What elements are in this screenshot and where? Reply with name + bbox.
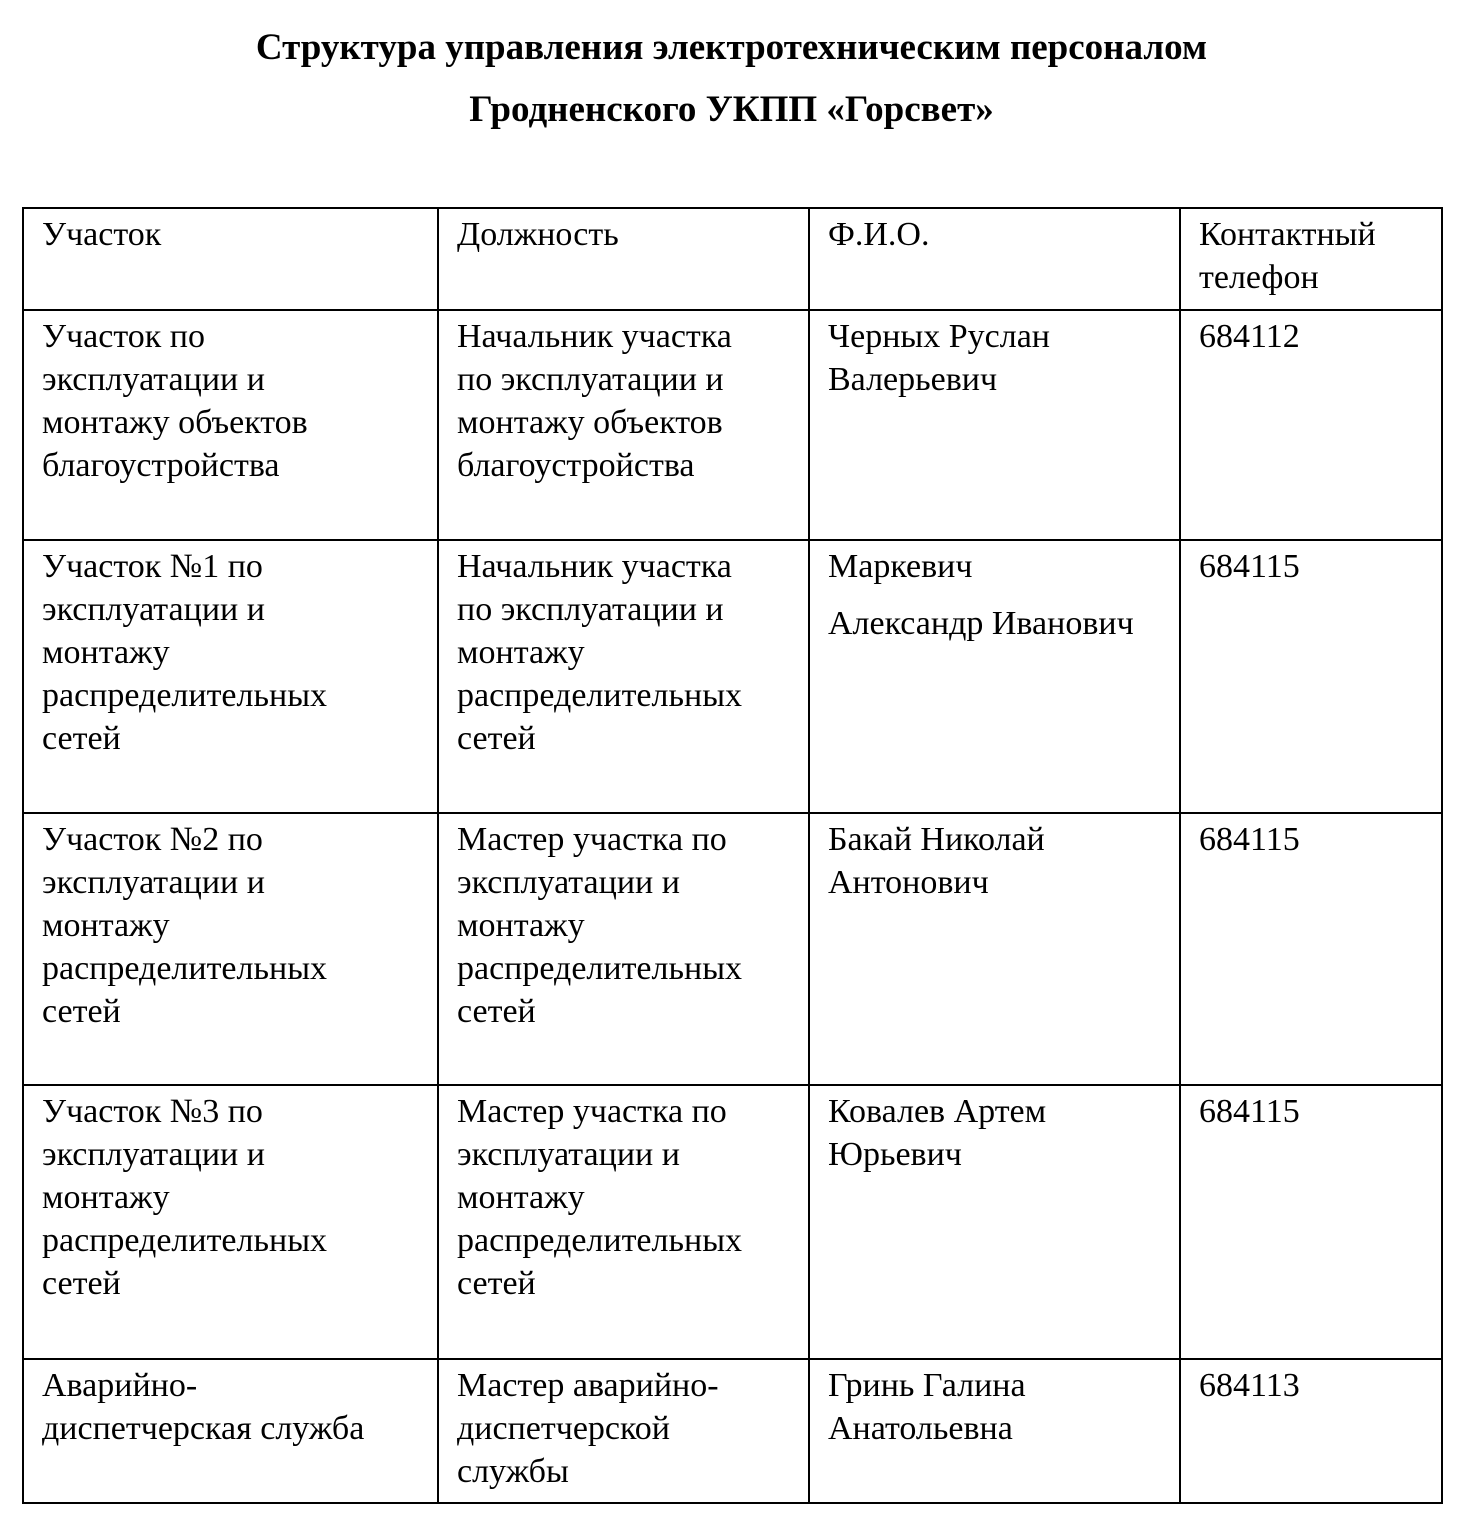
table-row xyxy=(23,1359,1442,1503)
cell-section: Участок №2 по эксплуатации и монтажу распределительных сетей xyxy=(23,813,438,1085)
cell-name: Маркевич Александр Иванович xyxy=(809,540,1180,813)
cell-name: Бакай Николай Антонович xyxy=(809,813,1180,1085)
staff-table xyxy=(22,207,1443,1504)
title-line-2: Гродненского УКПП «Горсвет» xyxy=(469,89,994,130)
cell-position: Мастер участка по эксплуатации и монтажу распределительных сетей xyxy=(438,1085,809,1359)
header-name: Ф.И.О. xyxy=(809,208,1180,310)
table-row xyxy=(23,310,1442,540)
cell-phone: 684113 xyxy=(1180,1359,1442,1503)
table-row xyxy=(23,813,1442,1085)
cell-section: Участок №1 по эксплуатации и монтажу распределительных сетей xyxy=(23,540,438,813)
cell-phone: 684115 xyxy=(1180,813,1442,1085)
cell-phone: 684112 xyxy=(1180,310,1442,540)
cell-phone: 684115 xyxy=(1180,1085,1442,1359)
cell-position: Начальник участка по эксплуатации и монтажу объектов благоустройства xyxy=(438,310,809,540)
cell-section: Участок по эксплуатации и монтажу объектов благоустройства xyxy=(23,310,438,540)
table-row xyxy=(23,1085,1442,1359)
title-line-1: Структура управления электротехническим персоналом xyxy=(255,27,1208,68)
cell-name: Черных Руслан Валерьевич xyxy=(809,310,1180,540)
document-title xyxy=(0,17,1463,141)
cell-section: Аварийно- диспетчерская служба xyxy=(23,1359,438,1503)
table-header-row xyxy=(23,208,1442,310)
cell-section: Участок №3 по эксплуатации и монтажу распределительных сетей xyxy=(23,1085,438,1359)
table-row xyxy=(23,540,1442,813)
header-phone: Контактный телефон xyxy=(1180,208,1442,310)
cell-name: Гринь Галина Анатольевна xyxy=(809,1359,1180,1503)
cell-position: Мастер аварийно- диспетчерской службы xyxy=(438,1359,809,1503)
cell-name: Ковалев Артем Юрьевич xyxy=(809,1085,1180,1359)
header-position: Должность xyxy=(438,208,809,310)
cell-position: Мастер участка по эксплуатации и монтажу распределительных сетей xyxy=(438,813,809,1085)
header-section: Участок xyxy=(23,208,438,310)
cell-phone: 684115 xyxy=(1180,540,1442,813)
cell-position: Начальник участка по эксплуатации и монтажу распределительных сетей xyxy=(438,540,809,813)
